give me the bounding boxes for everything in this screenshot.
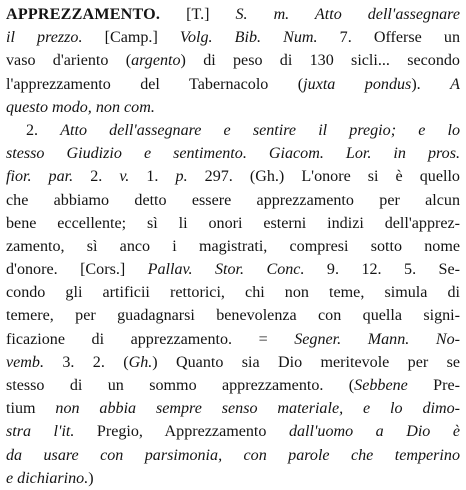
roman-text: 9. 12. 5. Se- xyxy=(304,261,460,279)
roman-text: ). xyxy=(411,75,451,93)
roman-text: zamento, sì anco i magistrati, compresi sotto nome xyxy=(6,237,460,255)
roman-text: 2. xyxy=(26,121,61,139)
italic-text: v. xyxy=(119,168,130,186)
entry-line xyxy=(6,281,460,304)
entry-line xyxy=(6,467,460,490)
roman-text: bene eccellente; sì li onori esterni indizi dell'apprez- xyxy=(6,214,460,232)
entry-line xyxy=(6,49,460,72)
roman-text: tium xyxy=(6,400,56,418)
entry-line xyxy=(6,351,460,374)
italic-text: fior. par. xyxy=(6,168,74,186)
entry-line xyxy=(6,444,460,467)
entry-line xyxy=(6,212,460,235)
roman-text: ficazione di apprezzamento. = xyxy=(6,330,295,348)
entry-line xyxy=(6,189,460,212)
roman-text: 297. (Gh.) L'onore si è quello xyxy=(187,168,460,186)
roman-text: ) xyxy=(88,469,94,487)
entry-line xyxy=(6,328,460,351)
italic-text: questo modo, non com. xyxy=(6,98,155,116)
entry-line xyxy=(6,73,460,96)
italic-text: dall'uomo a Dio è xyxy=(288,423,460,441)
italic-text: vemb. xyxy=(6,353,44,371)
entry-line xyxy=(6,420,460,443)
italic-text: Volg. Bib. Num. xyxy=(179,29,318,47)
roman-text: Pre- xyxy=(407,377,460,394)
italic-text: S. m. Atto dell'assegnare xyxy=(235,6,460,23)
italic-text: Segner. Mann. No- xyxy=(294,330,460,348)
italic-text: juxta pondus xyxy=(303,75,412,93)
italic-text: da usare con parsimonia, con parole che temperino xyxy=(6,446,460,464)
dictionary-entry xyxy=(6,3,460,490)
italic-text: stra l'it. xyxy=(6,423,75,441)
italic-text: Gh. xyxy=(128,353,153,371)
italic-text: non abbia sempre senso materiale, e lo dimo- xyxy=(55,400,460,418)
entry-line xyxy=(6,96,460,119)
roman-text: 1. xyxy=(129,168,176,186)
italic-text: Pallav. Stor. Conc. xyxy=(147,261,305,279)
roman-text: 7. Offerse un xyxy=(317,29,461,47)
roman-text: temere, per guadagnarsi benevolenza con quella signi- xyxy=(6,307,460,325)
entry-line xyxy=(6,304,460,327)
entry-line xyxy=(6,119,460,142)
italic-text: p. xyxy=(175,168,188,186)
italic-text: A xyxy=(450,75,460,93)
roman-text: 2. xyxy=(73,168,120,186)
entry-line xyxy=(6,235,460,258)
entry-line xyxy=(6,165,460,188)
entry-line xyxy=(6,3,460,26)
italic-text: il prezzo. xyxy=(6,29,83,47)
roman-text: che abbiamo detto essere apprezzamento per alcun xyxy=(6,191,460,209)
roman-text: 3. 2. ( xyxy=(43,353,129,371)
headword: APPREZZAMENTO. xyxy=(6,6,161,23)
entry-line xyxy=(6,142,460,165)
entry-line xyxy=(6,258,460,281)
roman-text: ) Quanto sia Dio meritevole per se xyxy=(152,353,460,371)
italic-text: argento xyxy=(131,52,181,70)
roman-text: ) di peso di 130 sicli... secondo xyxy=(180,52,460,70)
roman-text: condo gli artificii rettorici, chi non teme, simula di xyxy=(6,284,460,302)
roman-text: [Camp.] xyxy=(82,29,180,47)
entry-line xyxy=(6,397,460,420)
roman-text: stesso di un sommo apprezzamento. ( xyxy=(6,377,355,394)
italic-text: e dichiarino. xyxy=(6,469,89,487)
entry-line xyxy=(6,26,460,49)
roman-text: l'apprezzamento del Tabernacolo ( xyxy=(6,75,304,93)
roman-text: Pregio, Apprezzamento xyxy=(74,423,289,441)
roman-text: vaso d'ariento ( xyxy=(6,52,132,70)
entry-line xyxy=(6,374,460,397)
italic-text: Atto dell'assegnare e sentire il pregio; e lo xyxy=(60,121,460,139)
roman-text: d'onore. [Cors.] xyxy=(6,261,148,279)
roman-text: [T.] xyxy=(160,6,236,23)
italic-text: stesso Giudizio e sentimento. Giacom. Lor. in pros. xyxy=(6,145,460,163)
italic-text: Sebbene xyxy=(354,377,408,394)
